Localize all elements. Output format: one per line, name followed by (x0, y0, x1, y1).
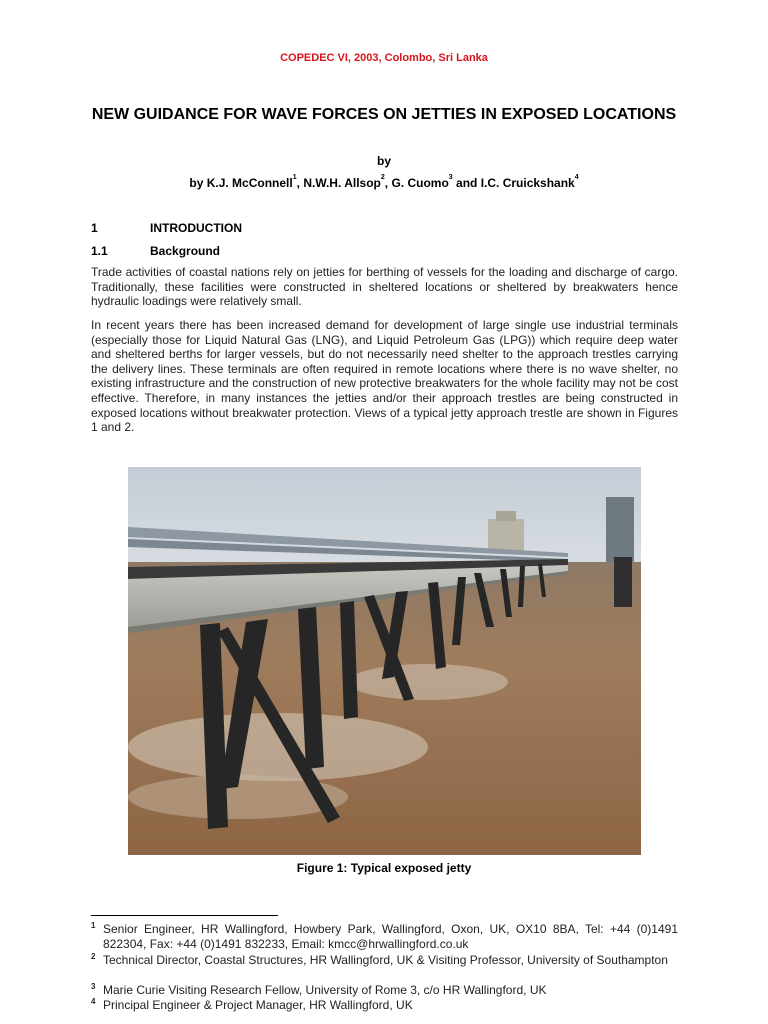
author-separator: and (452, 176, 481, 190)
footnote-text: Technical Director, Coastal Structures, HR Wallingford, UK & Visiting Professor, University of Southampton (103, 953, 668, 967)
paragraph: Trade activities of coastal nations rely on jetties for berthing of vessels for the loading and discharge of cargo. Traditionally, these facilities were constructed in sheltered locations or sheltered by breakwaters hence hydraulic loadings were relatively small. (91, 265, 678, 309)
section-number: 1.1 (91, 244, 108, 258)
figure-caption: Figure 1: Typical exposed jetty (296, 861, 472, 875)
author-footnote-mark: 2 (380, 174, 385, 181)
footnote-mark: 4 (91, 997, 96, 1006)
footnote-mark: 1 (91, 921, 96, 930)
author-footnote-mark: 3 (448, 174, 453, 181)
paragraph: In recent years there has been increased demand for development of large single use industrial terminals (especially those for Liquid Natural Gas (LNG), and Liquid Petroleum Gas (LPG)) which require deep water and sheltered berths for larger vessels, but do not necessarily need shelter to the approach trestles carrying the delivery lines. These terminals are often required in remote locations where there is no wave shelter, no existing infrastructure and the construction of new protective breakwaters for the whole facility may not be cost effective. Therefore, in many instances the jetties and/or their approach trestles are being constructed in exposed locations without breakwater protection. Views of a typical jetty approach trestle are shown in Figures 1 and 2. (91, 318, 678, 435)
footnote (91, 953, 678, 968)
by-line: by (376, 154, 391, 168)
footnote-divider (91, 915, 278, 916)
subsection-heading-background (91, 244, 220, 258)
jetty-photo (128, 467, 641, 855)
footnote-mark: 2 (91, 952, 96, 961)
author-separator: , (384, 176, 392, 190)
author-list (0, 176, 768, 190)
section-number: 1 (91, 221, 98, 235)
author-name: N.W.H. Allsop (303, 176, 381, 190)
footnote-text: Principal Engineer & Project Manager, HR Wallingford, UK (103, 998, 413, 1012)
paper-title: NEW GUIDANCE FOR WAVE FORCES ON JETTIES IN EXPOSED LOCATIONS (91, 106, 677, 123)
author-name: G. Cuomo (391, 176, 449, 190)
author-name: I.C. Cruickshank (480, 176, 575, 190)
author-footnote-mark: 4 (574, 174, 579, 181)
footnote-text: Senior Engineer, HR Wallingford, Howbery Park, Wallingford, Oxon, UK, OX10 8BA, Tel: +44 (0)1491 822304, Fax: +44 (0)1491 832233, Email: kmcc@hrwallingford.co.uk (103, 922, 678, 951)
conference-header: COPEDEC VI, 2003, Colombo, Sri Lanka (280, 52, 488, 64)
footnote (91, 922, 678, 951)
author-name: K.J. McConnell (206, 176, 293, 190)
section-title: Background (150, 244, 221, 258)
section-title: INTRODUCTION (150, 221, 242, 235)
footnote-mark: 3 (91, 982, 96, 991)
footnote (91, 983, 678, 998)
author-separator: , (296, 176, 304, 190)
footnote-text: Marie Curie Visiting Research Fellow, University of Rome 3, c/o HR Wallingford, UK (103, 983, 547, 997)
footnote (91, 998, 678, 1013)
author-footnote-mark: 1 (292, 174, 297, 181)
section-heading-introduction (91, 221, 242, 235)
authors-prefix: by (189, 176, 204, 190)
